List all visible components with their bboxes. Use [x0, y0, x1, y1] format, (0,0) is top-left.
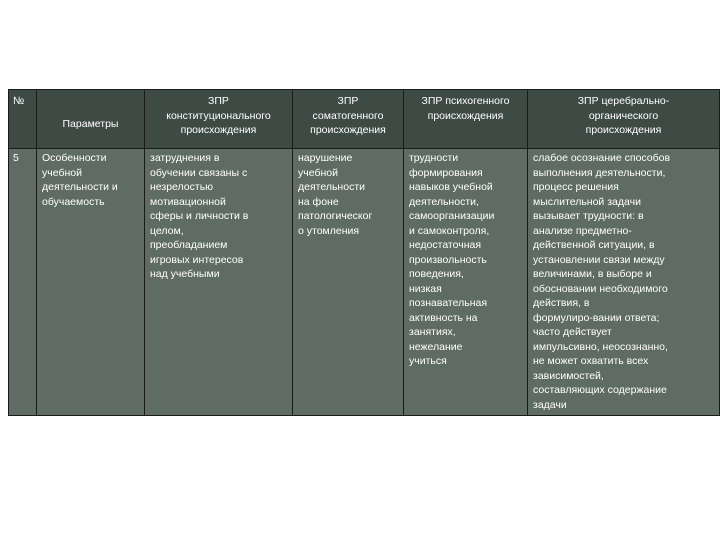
row-parameter: [37, 149, 145, 416]
header-parameters-label: Параметры: [62, 117, 119, 130]
header-psychogenic-label: ЗПР психогенного происхождения: [421, 95, 510, 122]
row-cerebral-organic: [528, 149, 720, 416]
header-somatogenic: [293, 90, 404, 149]
table-row: [9, 149, 720, 416]
header-parameters: [37, 90, 145, 149]
row-constitutional: [145, 149, 293, 416]
row-parameter-text: Особенности учебной деятельности и обучаемость: [42, 152, 118, 208]
header-number: [9, 90, 37, 149]
header-constitutional: [145, 90, 293, 149]
row-number: [9, 149, 37, 416]
comparison-table: [8, 89, 720, 416]
row-psychogenic: [404, 149, 528, 416]
header-psychogenic: [404, 90, 528, 149]
header-cerebral-organic: [528, 90, 720, 149]
row-cerebral-organic-text: слабое осознание способов выполнения деятельности, процесс решения мыслительной задачи вызывает трудности: в анализе предметно- действенной ситуации, в установлении связи между величинами, в выборе и обосновании необходимого действия, в формулиро-вании ответа; часто действует импульсивно, неосознанно, не может охватить всех зависимостей, составляющих содержание задачи: [533, 152, 671, 411]
row-constitutional-text: затруднения в обучении связаны с незрелостью мотивационной сферы и личности в целом, преобладанием игровых интересов над учебными: [150, 152, 249, 280]
table-header-row: [9, 90, 720, 149]
header-somatogenic-label: ЗПР соматогенного происхождения: [310, 95, 386, 136]
header-constitutional-label: ЗПР конституционального происхождения: [166, 95, 271, 136]
header-cerebral-organic-label: ЗПР церебрально- органического происхождения: [577, 95, 670, 136]
header-number-label: №: [13, 95, 25, 107]
row-somatogenic-text: нарушение учебной деятельности на фоне патологическог о утомления: [298, 152, 373, 237]
row-somatogenic: [293, 149, 404, 416]
row-number-label: 5: [13, 152, 19, 164]
row-psychogenic-text: трудности формирования навыков учебной деятельности, самоорганизации и самоконтроля, недостаточная произвольность поведения, низкая познавательная активность на занятиях, нежелание учиться: [409, 152, 495, 367]
